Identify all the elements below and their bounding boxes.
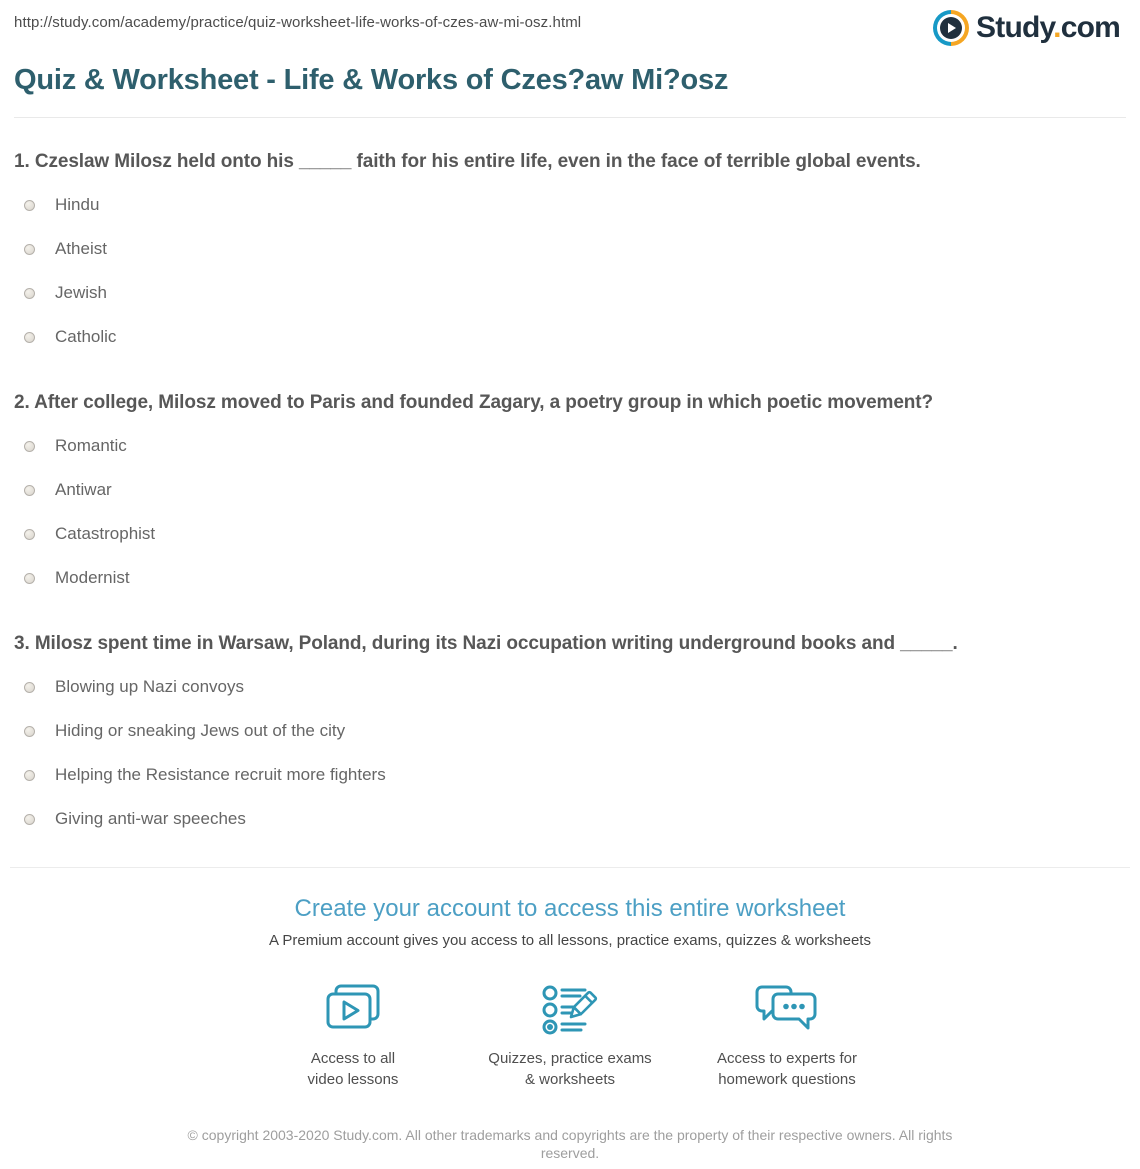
option-label: Helping the Resistance recruit more fighters <box>55 765 386 784</box>
option-label: Blowing up Nazi convoys <box>55 677 244 696</box>
question-1-text: 1. Czeslaw Milosz held onto his _____ faith for his entire life, even in the face of terrible global events. <box>14 151 921 172</box>
option-label: Hindu <box>55 195 100 214</box>
option-row[interactable] <box>0 665 1140 709</box>
video-lessons-icon <box>320 979 386 1037</box>
premium-subheading: A Premium account gives you access to all lessons, practice exams, quizzes & worksheets <box>269 932 871 949</box>
radio-button[interactable] <box>24 770 35 781</box>
option-row[interactable] <box>0 468 1140 512</box>
option-label: Giving anti-war speeches <box>55 809 246 828</box>
option-row[interactable] <box>0 512 1140 556</box>
chat-experts-icon <box>752 979 822 1037</box>
features-row <box>0 979 1140 1090</box>
studycom-play-icon <box>933 10 969 46</box>
page-title: Quiz & Worksheet - Life & Works of Czes?aw Mi?osz <box>14 64 1126 118</box>
quizzes-worksheets-icon <box>537 979 603 1037</box>
feature-homework-experts <box>679 979 896 1090</box>
radio-button[interactable] <box>24 726 35 737</box>
option-row[interactable] <box>0 315 1140 359</box>
radio-button[interactable] <box>24 441 35 452</box>
feature-label: Access to experts for homework questions <box>716 1050 858 1088</box>
studycom-logo-text: Study.com <box>976 11 1120 44</box>
radio-button[interactable] <box>24 573 35 584</box>
question-2-options <box>0 424 1140 600</box>
option-label: Antiwar <box>55 480 112 499</box>
section-divider <box>10 867 1130 868</box>
option-label: Jewish <box>55 283 107 302</box>
account-cta-section <box>0 895 1140 1090</box>
question-1-options <box>0 183 1140 359</box>
question-2 <box>0 392 1140 600</box>
option-label: Catholic <box>55 327 117 346</box>
option-row[interactable] <box>0 797 1140 841</box>
radio-button[interactable] <box>24 814 35 825</box>
option-row[interactable] <box>0 424 1140 468</box>
copyright-notice: © copyright 2003-2020 Study.com. All other trademarks and copyrights are the property of their respective owners. All rights reserved. <box>187 1127 953 1162</box>
feature-label: Quizzes, practice exams & worksheets <box>488 1050 652 1088</box>
question-1 <box>0 151 1140 359</box>
option-row[interactable] <box>0 709 1140 753</box>
option-label: Hiding or sneaking Jews out of the city <box>55 721 346 740</box>
feature-quizzes-worksheets <box>462 979 679 1090</box>
radio-button[interactable] <box>24 200 35 211</box>
option-row[interactable] <box>0 227 1140 271</box>
feature-label: Access to all video lessons <box>307 1050 399 1088</box>
top-bar <box>0 0 1140 46</box>
radio-button[interactable] <box>24 244 35 255</box>
create-account-link[interactable]: Create your account to access this entire worksheet <box>294 895 846 922</box>
question-3-text: 3. Milosz spent time in Warsaw, Poland, during its Nazi occupation writing underground books and _____. <box>14 633 958 654</box>
question-3 <box>0 633 1140 841</box>
feature-video-lessons <box>245 979 462 1090</box>
radio-button[interactable] <box>24 529 35 540</box>
radio-button[interactable] <box>24 485 35 496</box>
option-label: Catastrophist <box>55 524 156 543</box>
radio-button[interactable] <box>24 288 35 299</box>
option-row[interactable] <box>0 753 1140 797</box>
radio-button[interactable] <box>24 332 35 343</box>
page-url: http://study.com/academy/practice/quiz-worksheet-life-works-of-czes-aw-mi-osz.html <box>14 14 582 31</box>
option-row[interactable] <box>0 183 1140 227</box>
question-2-text: 2. After college, Milosz moved to Paris and founded Zagary, a poetry group in which poetic movement? <box>14 392 934 413</box>
radio-button[interactable] <box>24 682 35 693</box>
question-3-options <box>0 665 1140 841</box>
option-row[interactable] <box>0 556 1140 600</box>
studycom-logo[interactable] <box>933 10 1120 46</box>
option-row[interactable] <box>0 271 1140 315</box>
option-label: Modernist <box>55 568 130 587</box>
option-label: Romantic <box>55 436 127 455</box>
option-label: Atheist <box>55 239 107 258</box>
